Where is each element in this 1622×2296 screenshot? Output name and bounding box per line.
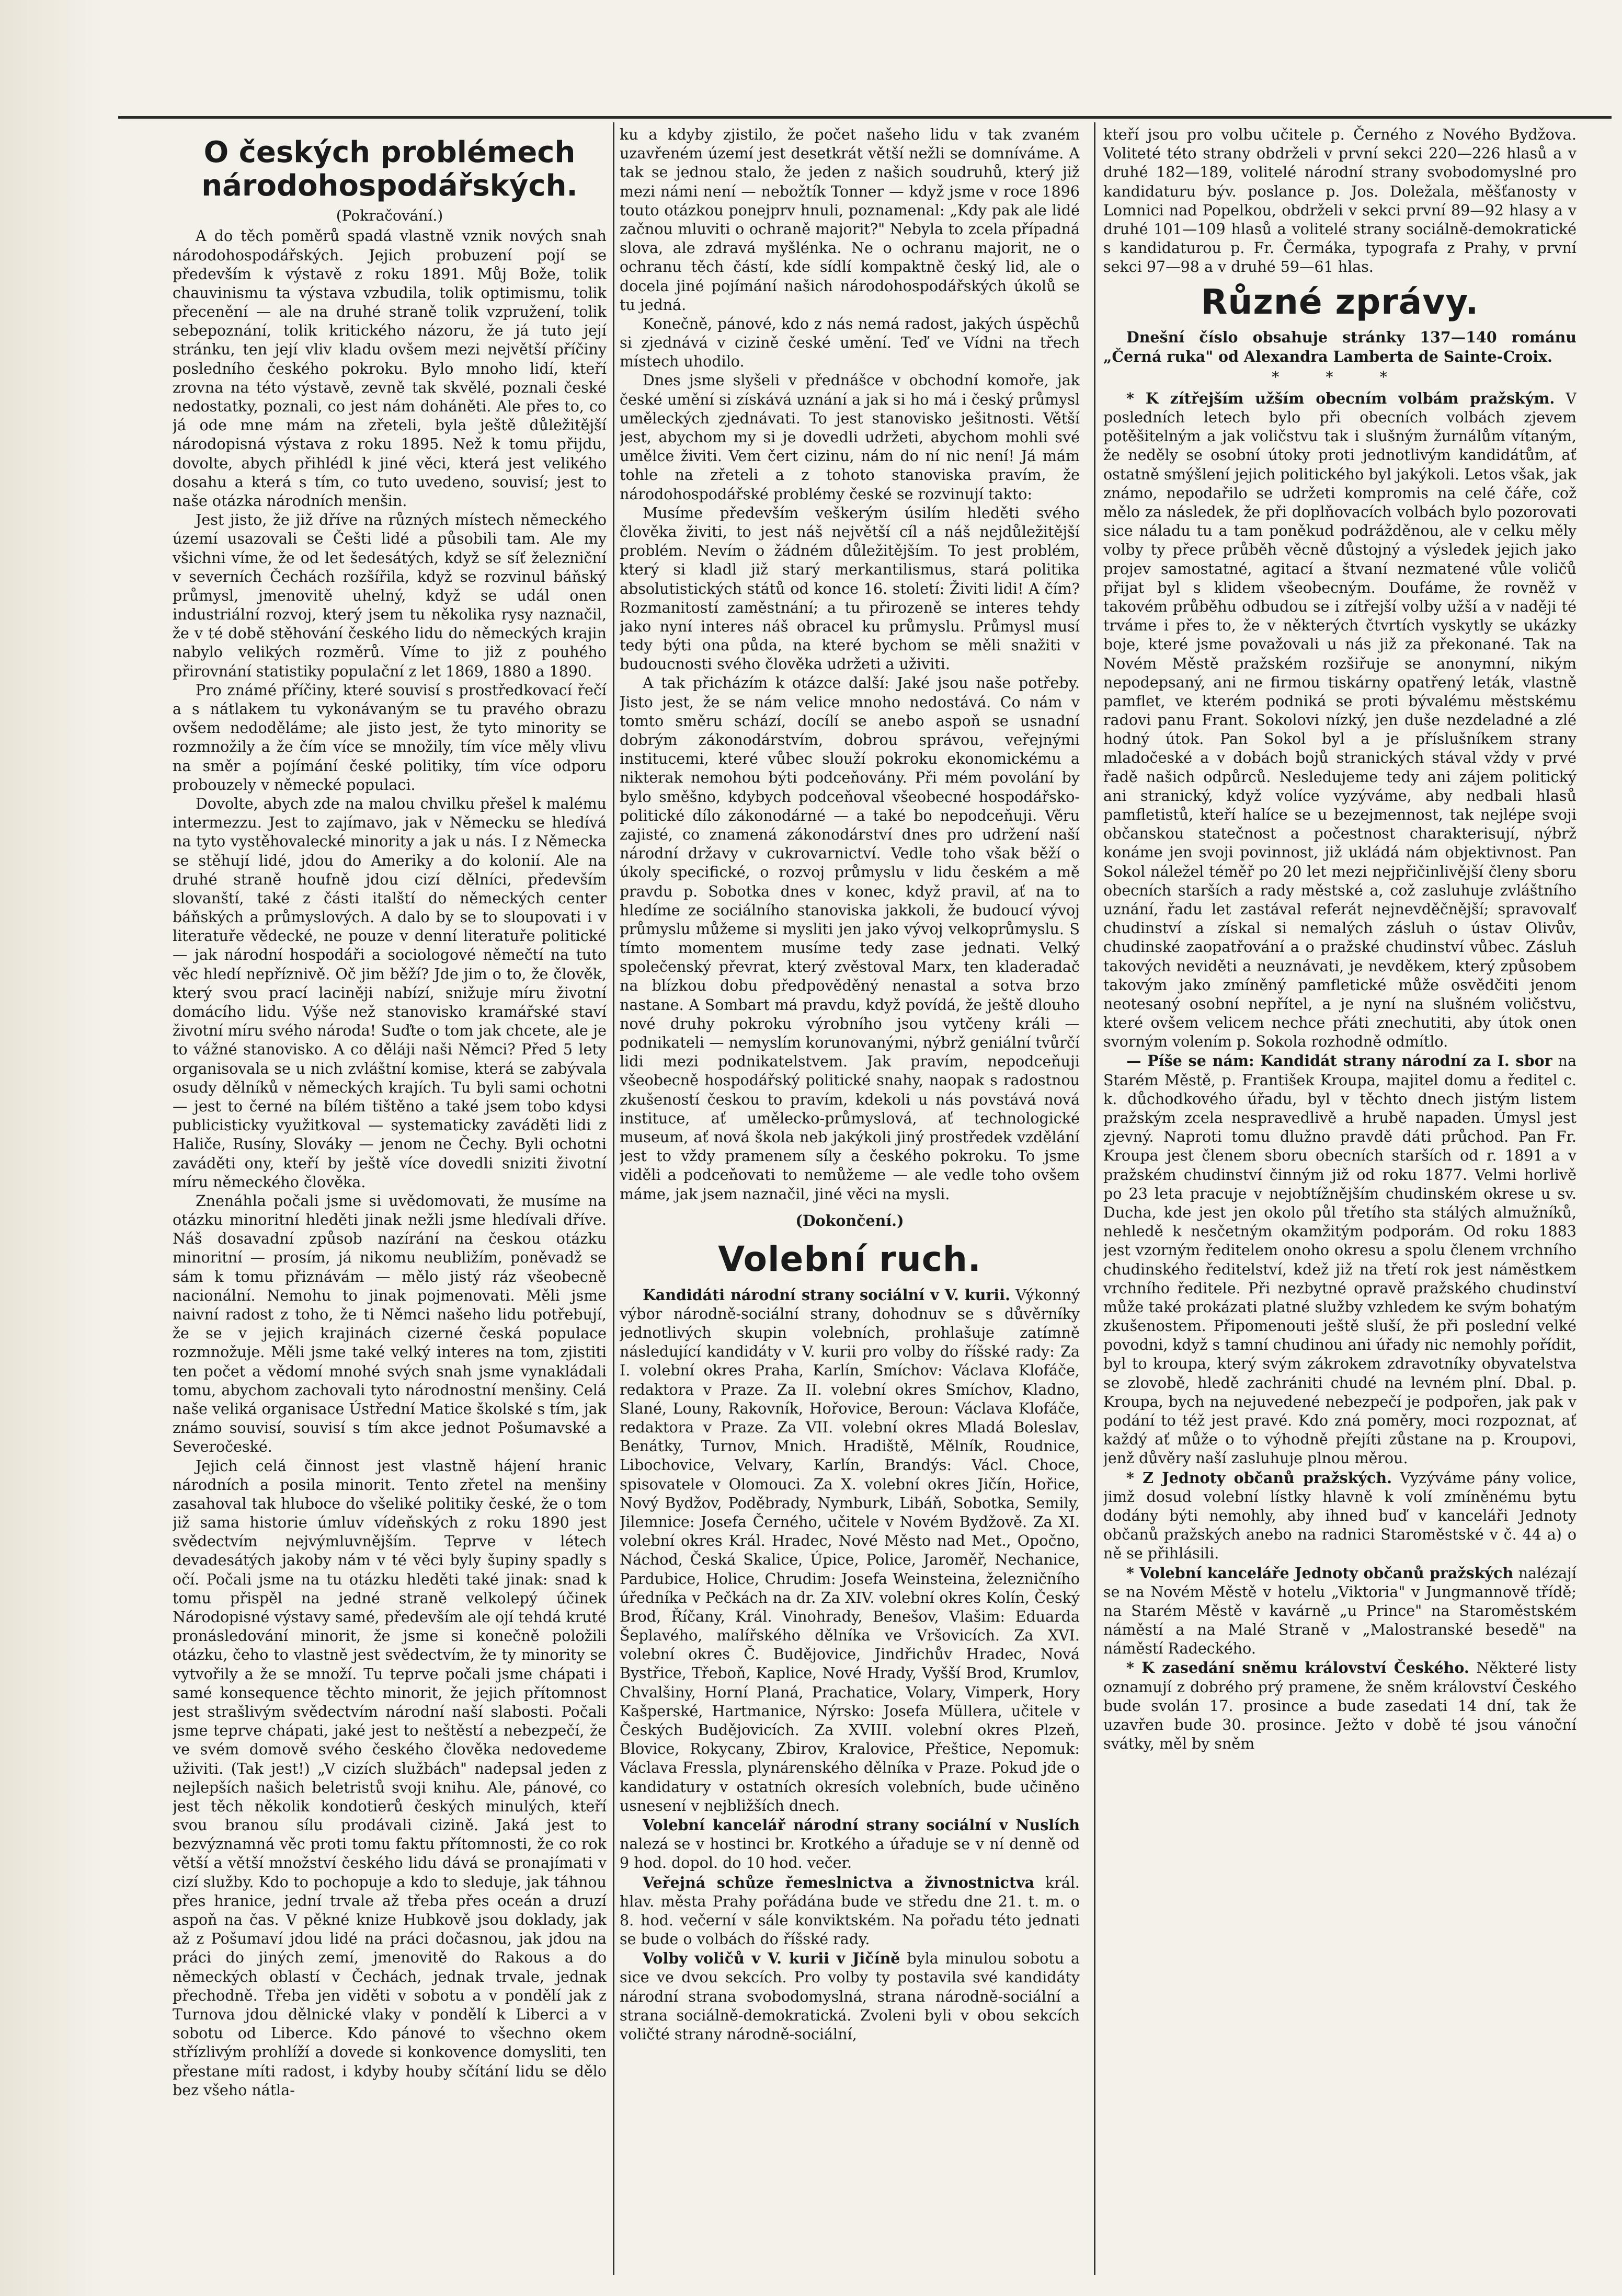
news-lead: * Z Jednoty občanů pražských. (1126, 1468, 1392, 1487)
news-text: na Starém Městě, p. František Kroupa, majitel domu a ředitel c. k. důchodkového úřadu, byl v těchto dnech jistým listem pražským zcela nespravedlivě a hrubě napaden. Úmysl jest zjevný. Naproti tomu dlužno pravdě dáti průchod. Pan Fr. Kroupa jest členem sboru obecních starších od r. 1891 a v pražském chudinství činným již od roku 1877. Velmi horlivě po 23 leta pracuje v nejobtížnějším chudinském okrese u sv. Ducha, kde jest jen okolo půl třetího sta stálých almužníků, nehledě k nesčetným okamžitým podporám. Od roku 1883 jest vzorným ředitelem onoho okresu a spolu členem vrchního chudinského ředitelství, kdež již na třetí rok jest náměstkem vrchního ředitele. Při nezbytné opravě pražského chudinství může také prokázati platné služby vzhledem ke svým bohatým zkušenostem. Připomenouti ještě sluší, že při poslední velké povodni, když s tamní chudinou ani úřady nic nemohly pořídit, byl to kroupa, který svým zákrokem zdravotníky obyvatelstva se zlovobě, hledě zachrániti chudé na levném plní. Dbal. p. Kroupa, bych na nejuvedené nebezpečí je podpořen, jak pak v podání to též jest pravé. Kdo zná poměry, moci rozpoznat, ať každý ať může o to výhodně přejíti zůstane na p. Kroupovi, jenž důvěry naší zasluhuje plnou měrou. (1103, 1052, 1577, 1467)
column-2 (620, 125, 1080, 2280)
column-1 (173, 125, 607, 2280)
news-lead: Volební kancelář národní strany sociální v Nuslích (643, 1816, 1080, 1834)
news-item (620, 1816, 1080, 1873)
news-text: Vyzýváme pány volice, jimž dosud volební lístky hlavně k volí zmíněnému bytu dodány býti nemohly, aby ihned buď v kanceláři Jednoty občanů pražských anebo na radnici Staroměstské v č. 44 a) o ně se přihlásili. (1103, 1469, 1577, 1563)
news-lead: * K zítřejším užším obecním volbám pražským. (1126, 389, 1555, 407)
paragraph: Pro známé příčiny, které souvisí s prostředkovací řečí a s nátlakem tu vykonávaným se tu pravého obrazu ovšem nedoděláme; ale jisto jest, že tyto minority se rozmnožily a že čím více se množily, tím více měly vlivu na směr a pojímání české politiky, tím více odporu probouzely v německé populaci. (173, 681, 607, 794)
section-title: Volební ruch. (718, 1238, 981, 1279)
paragraph: A do těch poměrů spadá vlastně vznik nových snah národohospodářských. Jejich probuzení pojí se především k výstavě z roku 1891. Můj Bože, tolik chauvinismu ta výstava vzbudila, tolik optimismu, tolik přecenění — ale na druhé straně tolik vzpružení, tolik sebepoznání, tolik kritického názoru, že já tuto její stránku, ten její vliv kladu ovšem mezi největší příčiny posledního českého pokroku. Bylo mnoho lidí, kteří zrovna na této výstavě, zevně tak skvělé, poznali české nedostatky, poznali, co jest nám doháněti. Ale přes to, co já ode mne mám na zřeteli, byla ještě důležitější národopisná výstava z roku 1895. Než k tomu přijdu, dovolte, abych přihlédl k jiné věci, která jest velikého dosahu a která s tím, co tuto uvedeno, souvisí; jest to naše otázka národních menšin. (173, 227, 607, 510)
news-text: nalézají se na Novém Městě v hotelu „Viktoria" v Jungmannově třídě; na Starém Městě v kavárně „u Prince" na Staroměstském náměstí a na Malé Straně v „Malostranské besedě" na náměstí Radeckého. (1103, 1564, 1577, 1658)
news-item (1103, 1051, 1577, 1468)
paragraph: Jest jisto, že již dříve na různých místech německého území usazovali se Češti lidé a působili tam. Ale my všichni víme, že od let šedesátých, když se síť železniční v severních Čechách rozšířila, když se rozvinul báňský průmysl, jmenovitě uhelný, když se udál onen industriální rozvoj, který jsem tu několika rysy naznačil, že v té době stěhování českého lidu do německých krajin nabylo velikých rozměrů. Víme to již z pouhého přirovnání statistiky populační z let 1869, 1880 a 1890. (173, 511, 607, 680)
paragraph: ku a kdyby zjistilo, že počet našeho lidu v tak zvaném uzavřeném území jest desetkrát větší nežli se domníváme. A tak se jednou stalo, že jeden z našich soudruhů, který již mezi námi není — nebožtík Tonner — když jsme v roce 1896 touto otázkou ponejprv hnuli, poznamenal: „Kdy pak ale lidé začnou mluviti o ochraně majorit?" Nebyla to zcela případná slova, ale zdravá myšlénka. Ne o ochranu majorit, ne o ochranu těch částí, kde sídlí kompaktně český lid, ale o docela jiné pojímání našich národohospodářských úkolů se tu jedná. (620, 126, 1080, 314)
paragraph: Musíme především veškerým úsilím hleděti svého člověka živiti, to jest náš největší cíl a náš nejdůležitější problém. Nevím o žádném důležitějším. To jest problém, který si kladl již starý merkantilismus, stará politika absolutistických států od konce 16. století: Živiti lidi! A čím? Rozmanitostí zaměstnání; a tu přirozeně se interes tehdy jako nyní interes náš obracel ku průmyslu. Průmysl musí tedy býti ona půda, na které bychom se měli snažiti v budoucnosti svého člověka udržeti a uživiti. (620, 504, 1080, 673)
news-lead: * K zasedání sněmu království Českého. (1126, 1659, 1469, 1677)
news-lead: Kandidáti národní strany sociální v V. kurii. (643, 1285, 1011, 1304)
article-subtitle: (Pokračování.) (336, 206, 443, 224)
column-divider (613, 122, 614, 2275)
news-item (620, 1873, 1080, 1949)
paragraph: Dovolte, abych zde na malou chvilku přešel k malému intermezzu. Jest to zajímavo, jak v Německu se hledívá na tyto vystěhovalecké minority a jak u nás. I z Německa se stěhují lidé, jdou do Ameriky a do kolonií. Ale na druhé straně houfně jdou cizí dělníci, především slovanští, také z části italští do německých center báňských a průmyslových. A dalo by se to sloupovati i v literatuře vědecké, ne pouze v denní literatuře politické — jak národní hospodáři a sociologové němečtí na tuto věc hledí nepříznivě. Oč jim běží? Jde jim o to, že člověk, který svou prací laciněji nabízí, snižuje míru životní domácího lidu. Výše než stanovisko kramářské staví životní míru svého národa! Suďte o tom jak chcete, ale je to vážné stanovisko. A co děláji naši Němci? Před 5 lety organisovala se u nich zvláštní komise, která se zabývala osudy dělníků v německých krajích. Tu byli sami ochotni — jest to černé na bílém tištěno a také jsem tobo kdysi publicisticky využitkoval — systematicky zaváděti lidi z Haliče, Rusíny, Slováky — jenom ne Čechy. Byli ochotni zaváděti ony, kteří by ještě více dovedli sniziti životní míru německého člověka. (173, 795, 607, 1191)
paragraph: Jejich celá činnost jest vlastně hájení hranic národních a posila minorit. Tento zřetel na menšiny zasahoval tak hluboce do všeliké politiky české, že o tom již sama historie úmluv vídeňských z roku 1890 jest svědectvím nejvýmluvnějším. Teprve v létech devadesátých jakoby nám v té věci byly šupiny spadly s očí. Počali jsme na tu otázku hleděti také jinak: snad k tomu přispěl na jedné straně velkolepý účinek Národopisné výstavy samé, především ale ojí tehdá kruté pronásledování minorit, že jsme si konečně položili otázku, čeho to vlastně jest svědectvím, že ty minority se vytvořily a že se množí. Tu teprve počali jsme chápati i samé konsequence těchto minorit, že jejich přítomnost jest strašlivým svědectvím národní naší slabosti. Počali jsme teprve chápati, jaké jest to neštěstí a nebezpečí, že ve svém domově svého českého člověka nedovedeme uživiti. (Tak jest!) „V cizích službách" nadepsal jeden z nejlepších našich beletristů svoji knihu. Ale, pánové, co jest těch několik kondotierů českých minulých, kteří svou branou sílu prodávali cizině. Jaká jest to bezvýznamná věc proti tomu faktu přítomnosti, že co rok větší a větší množství českého lidu dává se pronajímati v cizí služby. Kdo to pochopuje a kdo to sleduje, jak táhnou přes hranice, jední trvale až třeba přes oceán a druzí aspoň na čas. V pěkné knize Hubkově jsou doklady, jak až z Pošumaví jdou lidé na práci dočasnou, jak jdou na práci do jiných zemí, jmenovitě do Rakous a do německých oblastí v Čechách, jednak trvale, jednak přechodně. Třeba jen viděti v sobotu a v pondělí jak z Turnova jdou dělnické vlaky v pondělí k Liberci a v sobotu od Liberce. Kdo pánové to všechno okem střízlivým prohlíží a dovede si konkovence domysliti, ten přestane míti radost, i kdyby houby sčítání lidu se dělo bez všeho nátla- (173, 1457, 607, 2099)
issue-notice: Dnešní číslo obsahuje stránky 137—140 románu „Černá ruka" od Alexandra Lamberta de Sainte-Croix. (1103, 328, 1577, 365)
news-item (1103, 1468, 1577, 1564)
news-text: V posledních letech bylo při obecních volbách zjevem potěšitelným a jak voličstvu tak i slušným žurnálům vítaným, že neděly se osobní útoky proti jednotlivým kandidátům, ať ostatně smýšlení jejich politického byl jakýkoli. Letos však, jak známo, nepodařilo se udržeti kompromis na celé čáře, což mělo za následek, že při doplňovacích volbách bylo pozorovati sice náladu tu a tam poněkud podrážděnou, ale v celku měly volby ty přece průběh věcně důstojný a výsledek jejich jako projev samostatné, agitací a štvaní nezmatené vůle voličů přijat byl s klidem všeobecným. Doufáme, že rovněž v takovém průběhu odbudou se i zítřejší volby užší a v naději té trváme i přes to, že v některých čtvrtích vyskytly se ukázky boje, které jsme považovali u nás již za překonané. Tak na Novém Městě pražském rozšiřuje se anonymní, nikým nepodepsaný, ani ne firmou tiskárny opatřený leták, vlastně pamflet, ve kterém podniká se proti bývalému městskému radovi panu Frant. Sokolovi nízký, jen duše nezdeladné a zlé hodný útok. Pan Sokol byl a je příslušníkem strany mladočeské a v dobách bojů stranických stával vždy v prvé řadě našich odpůrců. Nesledujeme tedy ani zájem politický ani stranický, když volíce vyzýváme, aby nedbali hlasů pamfletistů, kteří halíce se u bezejmennost, tak nejlépe svoji občanskou statečnost a počestnost charakterisují, nýbrž konáme jen svoji povinnost, již ukládá nám objektivnost. Pan Sokol náležel téměř po 20 let mezi nejpřičinlivější členy sboru obecních starších a rady městské a, což zasluhuje zvláštního uznání, řadu let zastával referát nejnevděčnější; spravovalť chudinství a získal si nemalých zásluh o ústav Olivův, chudinské zaopatřování a o pražské chudinství vůbec. Zásluh takových neviděti a neuznávati, je nevděkem, který způsobem takovým jako zmíněný pamfletické může osvědčiti jenom neotesaný osobní nepřítel, a je nyní na slušném voličstvu, které ovšem velicem nechce přáti znechutiti, aby útok onen svorným volením p. Sokola rozhodně odmítlo. (1103, 389, 1577, 1051)
news-item (1103, 389, 1577, 1052)
top-rule (118, 116, 1612, 119)
news-text: byla minulou sobotu a sice ve dvou sekcích. Pro volby ty postavila své kandidáty národní strana svobodomyslná, strana národně-sociální a strana sociálně-demokratická. Zvoleni byli v obou sekcích voličté strany národně-sociální, (620, 1950, 1080, 2043)
separator-stars: * * * (1272, 368, 1408, 386)
news-lead: Volby voličů v V. kurii v Jičíně (643, 1949, 900, 1968)
news-item (1103, 1658, 1577, 1753)
paragraph: Znenáhla počali jsme si uvědomovati, že musíme na otázku minoritní hleděti jinak nežli jsme hledívali dříve. Náš dosavadní způsob nazírání na českou otázku minoritní — prosím, já nikomu neubližím, poněvadž se sám k tomu přiznávám — mělo jistý ráz všeobecně nacionální. Nemohu to jinak pojmenovati. Měli jsme naivní radost z toho, že ti Němci našeho lidu potřebují, že se v jejich krajinách cizerné česká populace rozmnožuje. Měli jsme také velký interes na tom, zjistiti ten počet a vědomí mnohé svých snah jsme vynakládali tomu, abychom zachovali tyto národnostní menšiny. Celá naše veliká organisace Ústřední Matice školské s tím, jak známo souvisí, souvisí s tím akce jednot Pošumavské a Severočeské. (173, 1192, 607, 1456)
paragraph: kteří jsou pro volbu učitele p. Černého z Nového Bydžova. Voliteté této strany obdrželi v první sekci 220—226 hlasů a v druhé 182—189, volitelé národní strany svobodomyslné pro kandidaturu býv. poslance p. Jos. Doležala, měšťanosty v Lomnici nad Popelkou, obdrželi v sekci první 89—92 hlasy a v druhé 101—109 hlasů a volitelé strany sociálně-demokratické s kandidaturou p. Fr. Čermáka, typografa z Prahy, v první sekci 97—98 a v druhé 59—61 hlas. (1103, 126, 1577, 276)
paragraph: Dnes jsme slyšeli v přednášce v obchodní komoře, jak české umění si získává uznání a jak si ho má i český průmysl uměleckých zjednávati. To jest stanovisko ješitnosti. Větší jest, abychom my si je dovedli udržeti, abychom mohli své umělce živiti. Vem čert cizinu, nám do ní nic není! Já mám tohle na zřeteli a z tohoto stanoviska pravím, že národohospodářské problémy české se rozvinují takto: (620, 372, 1080, 503)
article-title: O českých problémech národohospodářských. (201, 135, 578, 203)
news-lead: * Volební kanceláře Jednoty občanů pražských (1126, 1564, 1514, 1582)
column-3 (1103, 125, 1577, 2280)
column-divider (1094, 122, 1095, 2275)
paragraph: A tak přicházím k otázce další: Jaké jsou naše potřeby. Jisto jest, že se nám velice mnoho nedostává. Co nám v tomto směru schází, docílí se anebo aspoň se usnadní dobrým zákonodárstvím, dobrou správou, veřejnými institucemi, které vůbec slouží pokroku ekonomickému a nikterak nemohou býti podceňovány. Při mém povolání by bylo směšno, kdybych podceňoval všeobecné hospodářsko-politické dílo zákonodárné — a také bo nepodceňuji. Věru zajisté, co znamená zákonodárství dnes pro udržení naší národní državy v cukrovarnictví. Vedle toho však běží o úkoly specifické, o rozvoj průmyslu v lidu českém a mě pravdu p. Sobotka dnes v konec, když pravil, ať na to hledíme ze sociálního stanoviska jakkoli, že budoucí vývoj průmyslu můžeme si mysliti jen jako vývoj velkoprůmyslu. S tímto momentem musíme tedy zase jednati. Velký společenský převrat, který zvěstoval Marx, ten kladeradač na blízkou dobu předpověděný nenastal a sotva brzo nastane. A Sombart má pravdu, když povídá, že ještě dlouho nové druhy pokroku výrobního jsou vytčeny králi — podnikateli — nemyslím korunovanými, nýbrž geniální tvůrčí lidi mezi podnikatelstvem. Jak pravím, nepodceňuji všeobecně hospodářský politické snahy, naopak s radostnou zkušeností českou to pravím, kdekoli u nás povstává nová instituce, ať umělecko-průmyslová, ať technologické museum, ať nová škola neb jakýkoli jiný prostředek vzdělání jest to vždy pramenem síly a českého pokroku. To jsme viděli a podceňovati to nemůžeme — ale vedle toho ovšem máme, jak jsem naznačil, jiné věci na mysli. (620, 674, 1080, 1203)
news-lead: Veřejná schůze řemeslnictva a živnostnictva (643, 1873, 1035, 1891)
news-text: král. hlav. města Prahy pořádána bude ve středu dne 21. t. m. o 8. hod. večerní v sále konviktském. Na pořadu této jednati se bude o volbách do říšské rady. (620, 1874, 1080, 1948)
news-item (1103, 1564, 1577, 1659)
section-title: Různé zprávy. (1201, 281, 1479, 322)
news-text: Výkonný výbor národně-sociální strany, dohodnuv se s důvěrníky jednotlivých skupin volebních, prohlašuje zatímně následující kandidáty v V. kurii pro volby do říšské rady: Za I. volební okres Praha, Karlín, Smíchov: Václava Klofáče, redaktora v Praze. Za II. volební okres Smíchov, Kladno, Slané, Louny, Rakovník, Hořovice, Beroun: Václava Klofáče, redaktora v Praze. Za VII. volební okres Mladá Boleslav, Benátky, Turnov, Mnich. Hradiště, Mělník, Roudnice, Libochovice, Velvary, Karlín, Brandýs: Václ. Choce, spisovatele v Olomouci. Za X. volební okres Jičín, Hořice, Nový Bydžov, Poděbrady, Nymburk, Libáň, Sobotka, Semily, Jilemnice: Josefa Černého, učitele v Novém Bydžově. Za XI. volební okres Král. Hradec, Nové Město nad Met., Opočno, Náchod, Česká Skalice, Úpice, Police, Jaroměř, Nechanice, Pardubice, Holice, Chrudim: Josefa Weinsteina, železničního úředníka v Pečkách na dr. Za XIV. volební okres Kolín, Český Brod, Říčany, Král. Vinohrady, Benešov, Vlašim: Eduarda Šeplavého, malířského dělníka ve Vršovicích. Za XVI. volební okres Č. Budějovice, Jindřichův Hradec, Nová Bystřice, Třeboň, Kaplice, Nové Hrady, Vyšší Brod, Krumlov, Chvalšiny, Horní Planá, Prachatice, Volary, Vimperk, Hory Kašperské, Hartmanice, Nýrsko: Josefa Müllera, učitele v Českých Budějovicích. Za XVIII. volební okres Plzeň, Blovice, Rokycany, Zbirov, Kralovice, Přeštice, Nepomuk: Václava Fresslа, plynárenského dělníka v Praze. Pokud jde o kandidatury v ostatních okresích volebních, bude učiněno usnesení v nejbližších dnech. (620, 1286, 1080, 1815)
news-item (620, 1949, 1080, 2044)
news-item (620, 1285, 1080, 1816)
page-margin (0, 0, 105, 2296)
news-text: Některé listy oznamují z dobrého prý pramene, že sněm království Českého bude svolán 17. prosince a bude zasedati 14 dní, tak že uzavřen bude 30. prosince. Ježto v době té jsou vánoční svátky, měl by sněm (1103, 1659, 1577, 1753)
news-text: nalezá se v hostinci br. Krotkého a úřaduje se v ní denně od 9 hod. dopol. do 10 hod. večer. (620, 1835, 1080, 1872)
continuation-note: (Dokončení.) (795, 1211, 904, 1230)
paragraph: Konečně, pánové, kdo z nás nemá radost, jakých úspěchů si zjednává v cizině české umění. Teď ve Vídni na třech místech uhodilo. (620, 315, 1080, 371)
news-lead: — Píše se nám: Kandidát strany národní za I. sbor (1126, 1052, 1552, 1070)
